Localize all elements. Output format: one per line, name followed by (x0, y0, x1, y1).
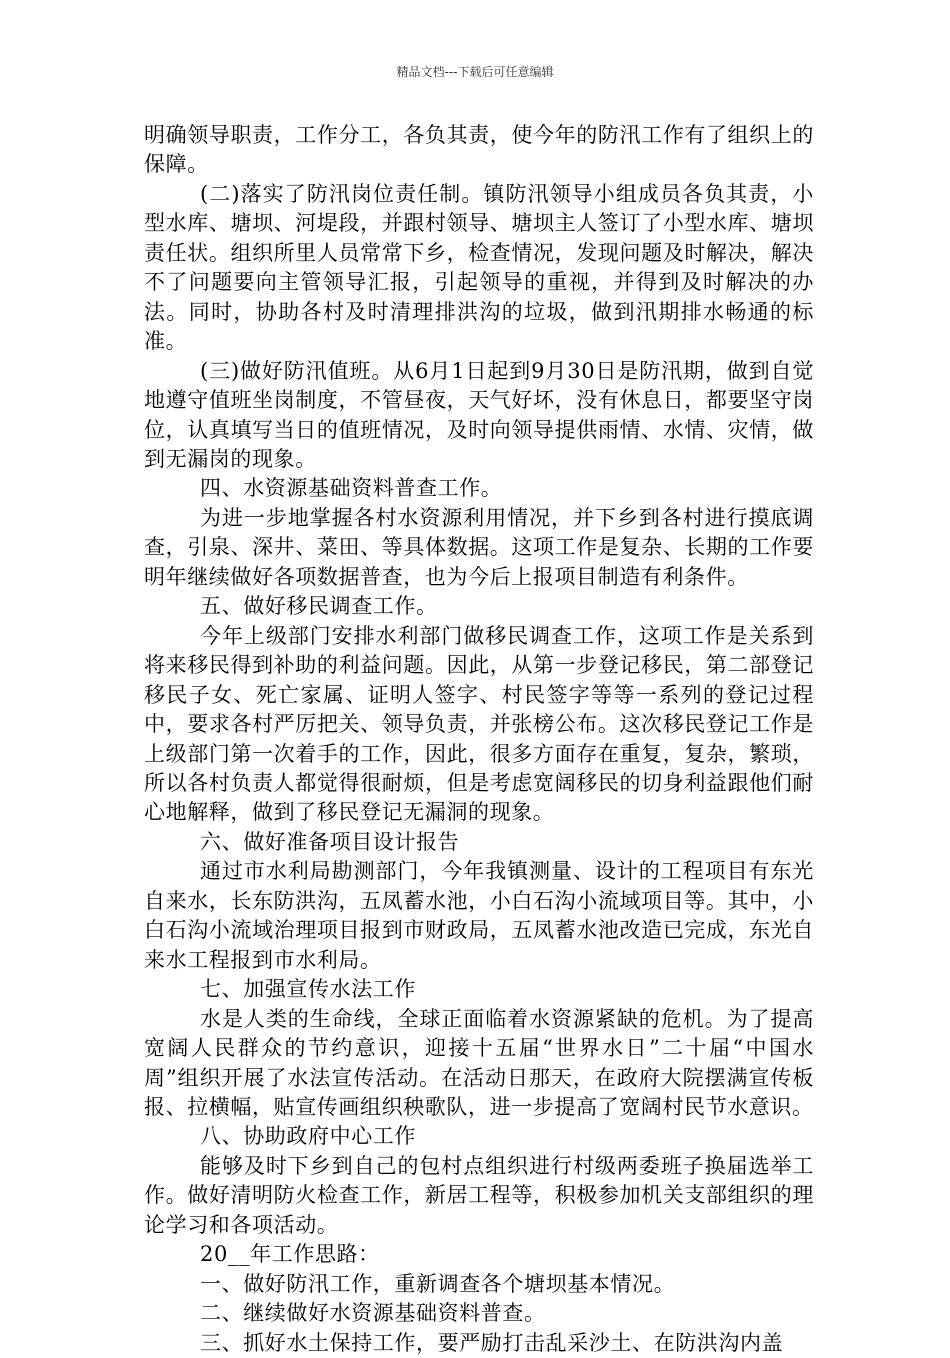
paragraph: 明确领导职责，工作分工，各负其责，使今年的防汛工作有了组织上的保障。 (144, 123, 814, 177)
paragraph: (二)落实了防汛岗位责任制。镇防汛领导小组成员各负其责，小型水库、塘坝、河堤段，并跟村领导、塘坝主人签订了小型水库、塘坝责任状。组织所里人员常常下乡，检查情况，发现问题及时解决，解决不了问题要向主管领导汇报，引起领导的重视，并得到及时解决的办法。同时，协助各村及时清理排洪沟的垃圾，做到汛期排水畅通的标准。 (144, 181, 814, 354)
paragraph: 能够及时下乡到自己的包村点组织进行村级两委班子换届选举工作。做好清明防火检查工作，新居工程等，积极参加机关支部组织的理论学习和各项活动。 (144, 1153, 814, 1237)
section-heading: 五、做好移民调查工作。 (200, 594, 438, 619)
list-item: 一、做好防汛工作，重新调查各个塘坝基本情况。 (200, 1271, 676, 1296)
section-heading: 20__年工作思路： (200, 1242, 380, 1267)
paragraph: 为进一步地掌握各村水资源利用情况，并下乡到各村进行摸底调查，引泉、深井、菜田、等具体数据。这项工作是复杂、长期的工作要明年继续做好各项数据普查，也为今后上报项目制造有利条件。 (144, 505, 814, 589)
paragraph: 今年上级部门安排水利部门做移民调查工作，这项工作是关系到将来移民得到补助的利益问题。因此，从第一步登记移民，第二部登记移民子女、死亡家属、证明人签字、村民签字等等一系列的登记过程中，要求各村严厉把关、领导负责，并张榜公布。这次移民登记工作是上级部门第一次着手的工作，因此，很多方面存在重复，复杂，繁琐，所以各村负责人都觉得很耐烦，但是考虑宽阔移民的切身利益跟他们耐心地解释，做到了移民登记无漏洞的现象。 (144, 623, 814, 825)
list-item: 二、继续做好水资源基础资料普查。 (200, 1301, 546, 1326)
page-header: 精品文档---下载后可任意编辑 (396, 65, 554, 79)
section-heading: 七、加强宣传水法工作 (200, 977, 416, 1002)
list-item: 三、抓好水土保持工作，要严励打击乱采沙土、在防洪沟内盖 (200, 1330, 784, 1355)
paragraph: 水是人类的生命线，全球正面临着水资源紧缺的危机。为了提高宽阔人民群众的节约意识，迎接十五届“世界水日”二十届“中国水周”组织开展了水法宣传活动。在活动日那天，在政府大院摆满宣传板报、拉横幅，贴宣传画组织秧歌队，进一步提高了宽阔村民节水意识。 (144, 1006, 814, 1119)
paragraph: (三)做好防汛值班。从6月1日起到9月30日是防汛期，做到自觉地遵守值班坐岗制度，不管昼夜，天气好坏，没有休息日，都要坚守岗位，认真填写当日的值班情况，及时向领导提供雨情、水情、灾情，做到无漏岗的现象。 (144, 358, 814, 471)
document-body (144, 121, 814, 1358)
section-heading: 八、协助政府中心工作 (200, 1124, 416, 1149)
section-heading: 六、做好准备项目设计报告 (200, 829, 460, 854)
paragraph: 通过市水利局勘测部门，今年我镇测量、设计的工程项目有东光自来水，长东防洪沟，五凤蓄水池，小白石沟小流域项目等。其中，小白石沟小流域治理项目报到市财政局，五凤蓄水池改造已完成，东光自来水工程报到市水利局。 (144, 859, 814, 972)
section-heading: 四、水资源基础资料普查工作。 (200, 476, 503, 501)
